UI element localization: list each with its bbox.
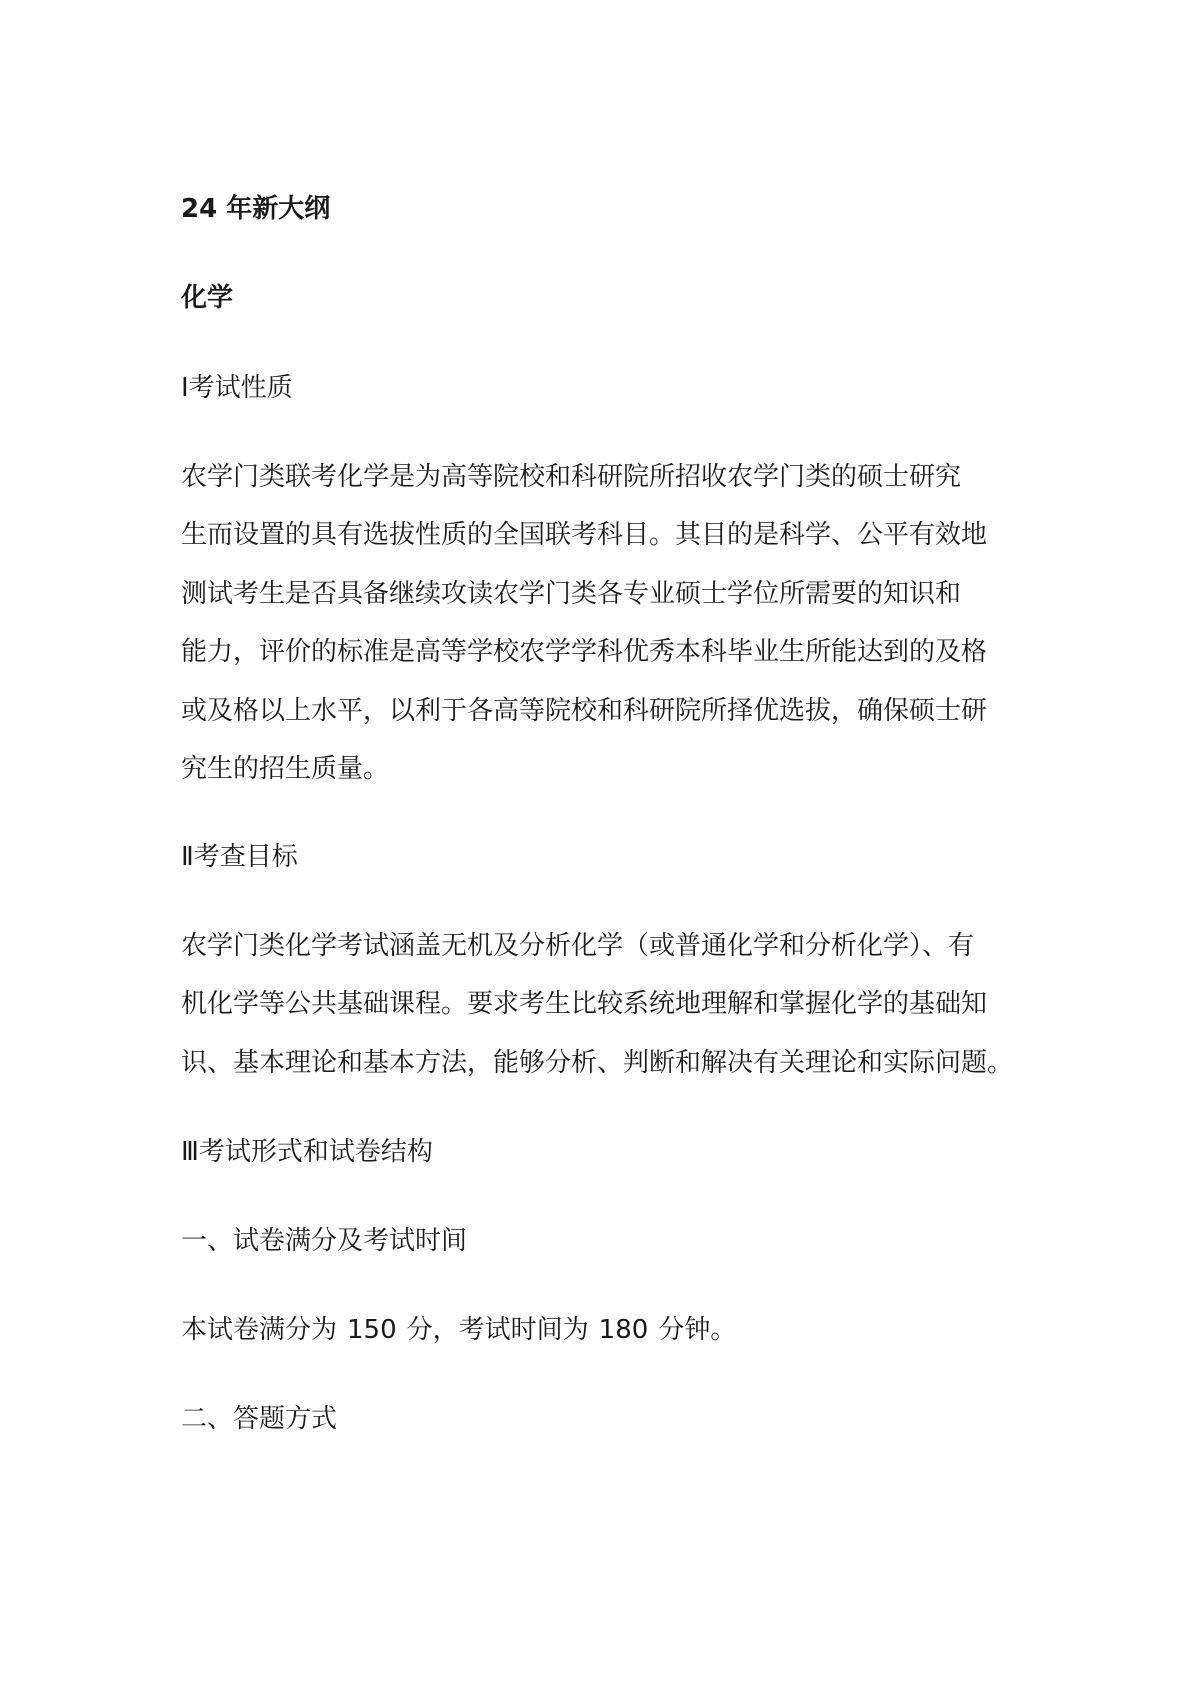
paragraph-line: 农学门类联考化学是为高等院校和科研院所招收农学门类的硕士研究 — [181, 462, 962, 492]
subheading-score-time: 一、试卷满分及考试时间 — [181, 1226, 468, 1256]
full-score-value: 150 — [347, 1315, 397, 1345]
score-text-b: 分，考试时间为 — [406, 1315, 589, 1345]
subheading-answer-method: 二、答题方式 — [181, 1404, 338, 1434]
paragraph-line: 或及格以上水平，以利于各高等院校和科研院所择优选拔，确保硕士研 — [181, 696, 988, 726]
paragraph-line: 机化学等公共基础课程。要求考生比较系统地理解和掌握化学的基础知 — [181, 989, 988, 1019]
section-heading-exam-objectives: Ⅱ考查目标 — [181, 842, 298, 872]
section-heading-exam-format: Ⅲ考试形式和试卷结构 — [181, 1137, 433, 1167]
paragraph-line: 生而设置的具有选拔性质的全国联考科目。其目的是科学、公平有效地 — [181, 520, 988, 550]
paragraph-line: 能力，评价的标准是高等学校农学学科优秀本科毕业生所能达到的及格 — [181, 637, 988, 667]
score-time-sentence — [181, 1313, 1021, 1347]
section-heading-exam-nature: Ⅰ考试性质 — [181, 373, 293, 403]
paragraph-line: 测试考生是否具备继续攻读农学门类各专业硕士学位所需要的知识和 — [181, 579, 962, 609]
paragraph-line: 究生的招生质量。 — [181, 754, 390, 784]
paragraph-line: 农学门类化学考试涵盖无机及分析化学（或普通化学和分析化学）、有 — [181, 931, 975, 961]
score-text-c: 分钟。 — [658, 1315, 737, 1345]
document-title: 24 年新大纲 — [181, 194, 331, 224]
exam-minutes-value: 180 — [598, 1315, 649, 1345]
score-text-a: 本试卷满分为 — [181, 1315, 338, 1345]
subject-heading: 化学 — [181, 283, 234, 313]
paragraph-line: 识、基本理论和基本方法，能够分析、判断和解决有关理论和实际问题。 — [181, 1048, 1014, 1078]
